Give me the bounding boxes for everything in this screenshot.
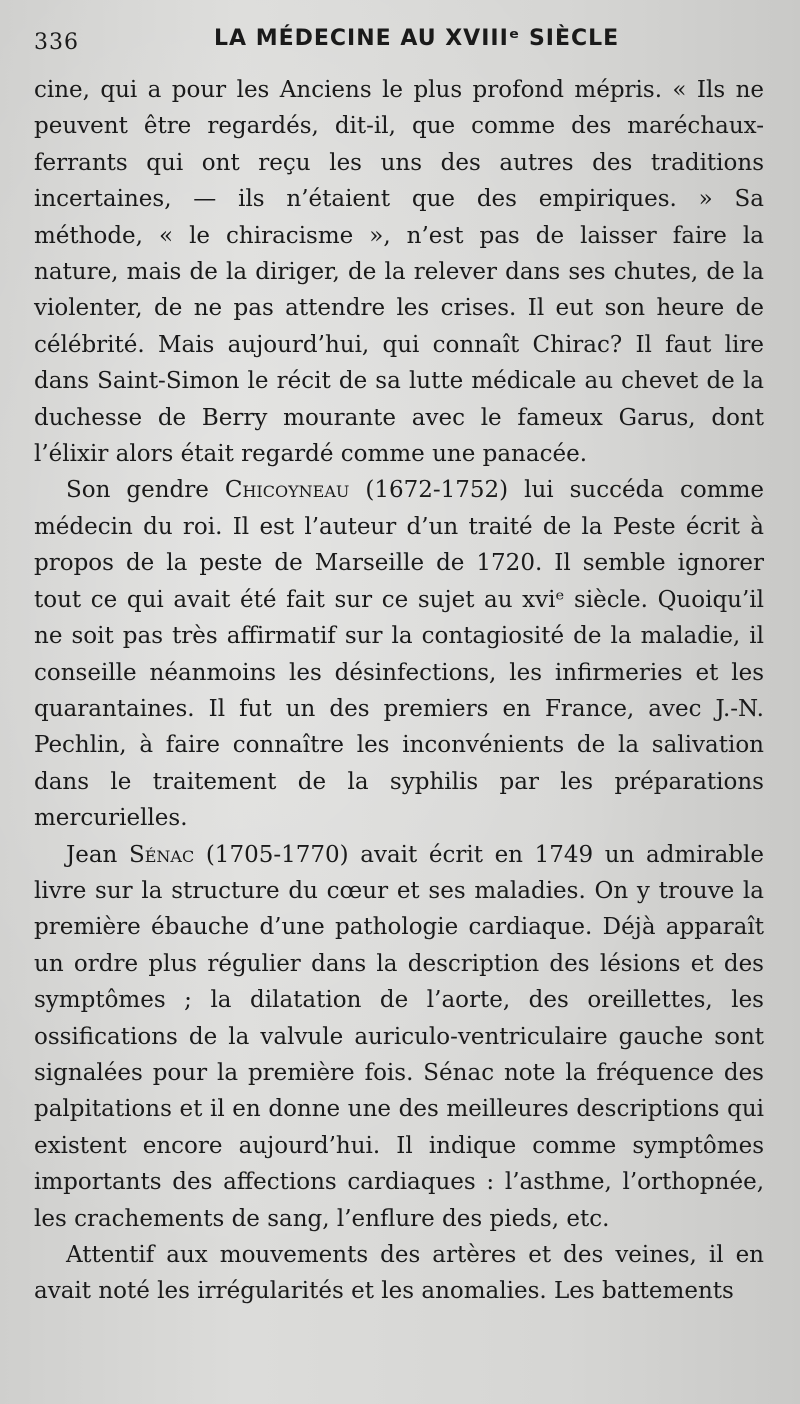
person-name-chicoyneau: Chicoyneau	[224, 477, 350, 504]
person-name-senac: Sénac	[128, 841, 195, 868]
paragraph-text: (1705-1770) avait écrit en 1749 un admirable livre sur la structure du cœur et ses maladies. On y trouve la première ébauche d’une pathologie cardiaque. Déjà apparaît un ordre plus régulier dans la description des lésions et des symptômes ; la dilatation de l’aorte, des oreillettes, les ossifications de la valvule auriculo-ventriculaire gauche sont signalées pour la première fois. Sénac note la fréquence des palpitations et il en donne une des meilleures descriptions qui existent encore aujourd’hui. Il indique comme symptômes importants des affections cardiaques : l’asthme, l’orthopnée, les crachements de sang, l’enflure des pieds, etc.	[34, 841, 764, 1232]
paragraph-4	[34, 1237, 764, 1310]
paragraph-2	[34, 472, 764, 836]
body-text	[34, 72, 764, 1310]
paragraph-text: Son gendre	[66, 477, 225, 504]
page-header	[34, 22, 760, 62]
paragraph-text: Jean	[66, 841, 129, 868]
page-number: 336	[34, 30, 79, 55]
paragraph-text: Attentif aux mouvements des artères et des veines, il en avait noté les irrégularités et les anomalies. Les battements	[34, 1242, 764, 1305]
paragraph-text: cine, qui a pour les Anciens le plus profond mépris. « Ils ne peuvent être regardés, dit-il, que comme des maréchaux-ferrants qui ont reçu les uns des autres des traditions incertaines, — ils n’étaient que des empiriques. » Sa méthode, « le chiracisme », n’est pas de laisser faire la nature, mais de la diriger, de la relever dans ses chutes, de la violenter, de ne pas attendre les crises. Il eut son heure de célébrité. Mais aujourd’hui, qui connaît Chirac? Il faut lire dans Saint-Simon le récit de sa lutte médicale au chevet de la duchesse de Berry mourante avec le fameux Garus, dont l’élixir alors était regardé comme une panacée.	[34, 77, 764, 468]
running-title: LA MÉDECINE AU XVIIIᵉ SIÈCLE	[214, 26, 620, 51]
paragraph-text: (1672-1752) lui succéda comme médecin du roi. Il est l’auteur d’un traité de la Peste écrit à propos de la peste de Marseille de 1720. Il semble ignorer tout ce qui avait été fait sur ce sujet au xviᵉ siècle. Quoiqu’il ne soit pas très affirmatif sur la contagiosité de la maladie, il conseille néanmoins les désinfections, les infirmeries et les quarantaines. Il fut un des premiers en France, avec J.-N. Pechlin, à faire connaître les inconvénients de la salivation dans le traitement de la syphilis par les préparations mercurielles.	[34, 477, 764, 832]
paragraph-1	[34, 72, 764, 472]
paragraph-3	[34, 837, 764, 1237]
